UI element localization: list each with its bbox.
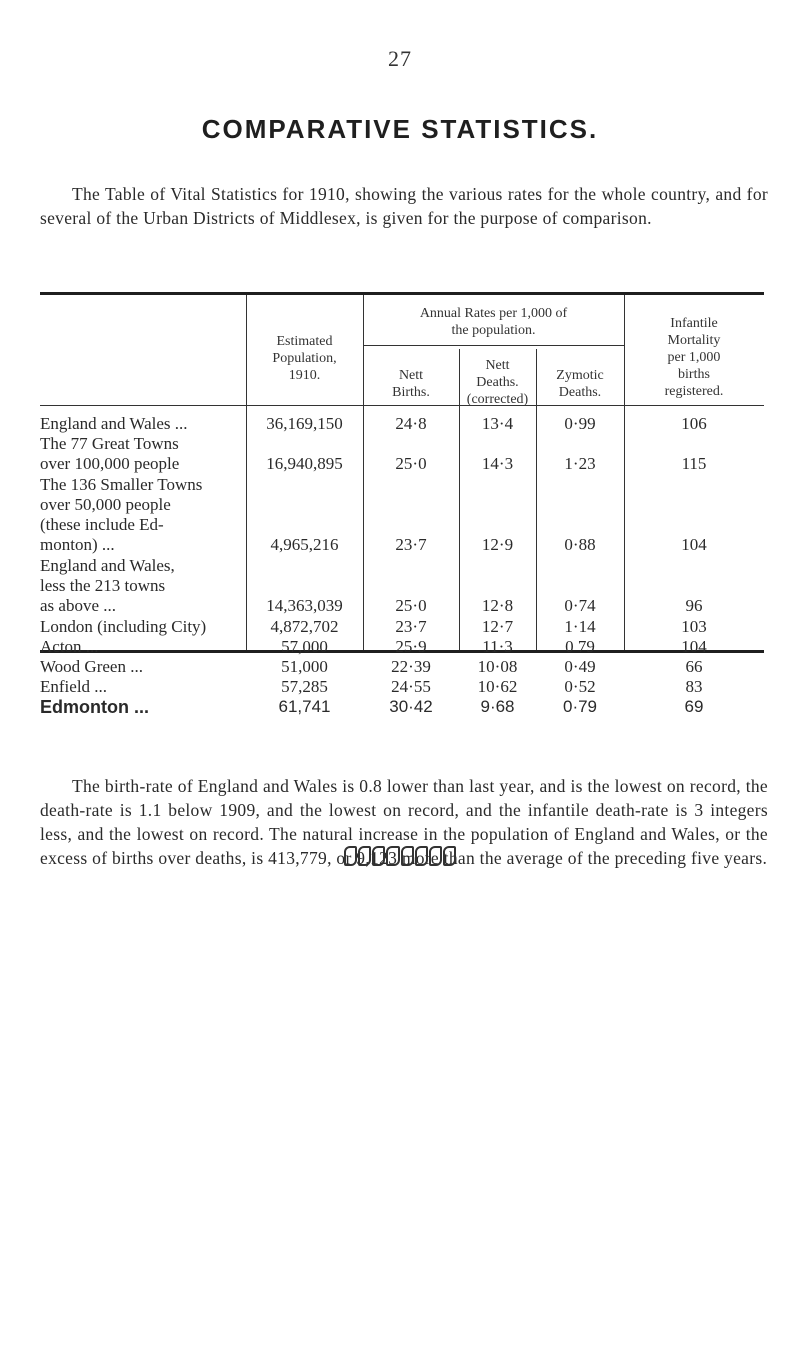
table-row [40,434,764,474]
cell-zymotic: 1·14 [564,617,596,636]
cell-zymotic: 0·74 [564,596,596,615]
cell-zymotic: 1·23 [564,454,596,473]
cell-zymotic: 0·52 [564,677,596,696]
ornament-glyph [372,846,385,866]
row-label-line: over 50,000 people [40,495,171,514]
table-header [40,295,764,405]
cell-births: 25·0 [395,454,427,473]
header-line: Infantile [670,316,718,331]
row-label-line: over 100,000 people [40,454,180,473]
table-row [40,677,764,697]
row-label-line: Enfield ... [40,677,108,696]
header-line: registered. [664,384,724,399]
ornament-glyph [443,846,456,866]
header-line: per 1,000 [667,350,721,365]
header-population [246,333,363,384]
cell-deaths: 9·68 [480,697,515,716]
table-row [40,414,764,434]
row-label-line: Wood Green ... [40,657,143,676]
ornament-glyph [415,846,428,866]
ornament-glyph [401,846,414,866]
cell-population: 4,965,216 [270,535,339,554]
cell-population: 36,169,150 [266,414,343,433]
cell-population: 4,872,702 [270,617,339,636]
cell-zymotic: 0·49 [564,657,596,676]
table-row [40,657,764,677]
cell-zymotic: 0·88 [564,535,596,554]
row-label-line: monton) ... [40,535,115,554]
header-line: Mortality [667,333,721,348]
cell-deaths: 11·3 [482,637,513,656]
cell-infantile: 104 [681,535,707,554]
table-row [40,475,764,555]
row-label-line: Edmonton ... [40,697,149,717]
cell-deaths: 12·8 [481,596,514,615]
cell-deaths: 10·62 [477,677,518,696]
row-label-line: as above ... [40,596,117,615]
ornament-row [344,846,456,868]
table-row [40,637,764,657]
row-label-line: England and Wales ... [40,414,188,433]
row-label-line: London (including City) [40,617,207,636]
cell-births: 23·7 [395,617,427,636]
cell-infantile: 104 [681,637,707,656]
header-line: the population. [451,323,536,338]
header-line: Nett [398,368,424,383]
cell-zymotic: 0 79 [565,637,595,656]
ornament-glyph [344,846,357,866]
page-heading: COMPARATIVE STATISTICS. [201,114,599,144]
cell-population: 57,285 [281,677,328,696]
cell-births: 30·42 [389,697,433,716]
row-label-line: less the 213 towns [40,576,166,595]
header-line: Estimated [276,334,333,349]
cell-population: 14,363,039 [266,596,343,615]
ornament-glyph [386,846,399,866]
header-infantile [624,315,764,400]
table-row [40,556,764,616]
row-label-line: Acton ... [40,637,99,656]
ornament-glyph [429,846,442,866]
header-line: Births. [392,385,430,400]
table-row [40,617,764,637]
header-line: Deaths. [558,385,602,400]
header-line: Population, [272,351,337,366]
cell-births: 24·8 [395,414,427,433]
cell-zymotic: 0·79 [562,697,598,716]
cell-infantile: 106 [681,414,707,433]
row-label-line: The 77 Great Towns [40,434,179,453]
cell-deaths: 12·7 [481,617,514,636]
vital-statistics-table [40,292,764,717]
cell-deaths: 14·3 [481,454,514,473]
cell-births: 25·0 [395,596,427,615]
intro-text: The Table of Vital Statistics for 1910, showing the various rates for the whole country, and for several of the Urban Districts of Middlesex, is given for the purpose of comparison. [40,184,768,228]
header-line: Nett [485,358,510,373]
cell-infantile: 103 [681,617,707,636]
cell-population: 57,000 [281,637,328,656]
cell-infantile: 115 [681,454,707,473]
table-row [40,697,764,717]
cell-births: 22·39 [391,657,431,676]
header-annual-rates [363,305,624,339]
cell-population: 61,741 [278,697,331,716]
cell-infantile: 96 [685,596,703,615]
header-line: Deaths. [476,375,519,390]
header-line: 1910. [288,368,321,383]
header-zymotic [536,367,624,401]
cell-births: 24·55 [391,677,431,696]
cell-infantile: 66 [685,657,703,676]
cell-deaths: 12·9 [481,535,514,554]
cell-population: 51,000 [281,657,328,676]
row-label-line: (these include Ed- [40,515,164,534]
header-line: (corrected) [466,392,529,407]
intro-paragraph [40,182,768,230]
cell-infantile: 83 [685,677,703,696]
cell-deaths: 10·08 [477,657,518,676]
table-body [40,406,764,717]
cell-deaths: 13·4 [481,414,514,433]
header-line: Zymotic [556,368,604,383]
header-subdivider [363,345,624,346]
page-number: 27 [388,46,412,71]
ornament-glyph [358,846,371,866]
cell-zymotic: 0·99 [564,414,596,433]
header-line: Annual Rates per 1,000 of [419,306,568,321]
row-label-line: England and Wales, [40,556,175,575]
header-births [363,367,459,401]
cell-births: 25·9 [395,637,427,656]
cell-births: 23·7 [395,535,427,554]
cell-population: 16,940,895 [266,454,343,473]
row-label-line: The 136 Smaller Towns [40,475,203,494]
header-line: births [678,367,710,382]
closing-text: The birth-rate of England and Wales is 0.8 lower than last year, and is the lowest on record, the death-rate is 1.1 below 1909, and the lowest on record, and the infantile death-rate is 3 integers less, and the lowest on record. The natural increase in the population of England and Wales, or the excess of births over deaths, is 413,779, or 9,123 more than the average of the preceding five years. [40,776,768,868]
header-deaths [459,357,536,408]
cell-infantile: 69 [684,697,704,716]
